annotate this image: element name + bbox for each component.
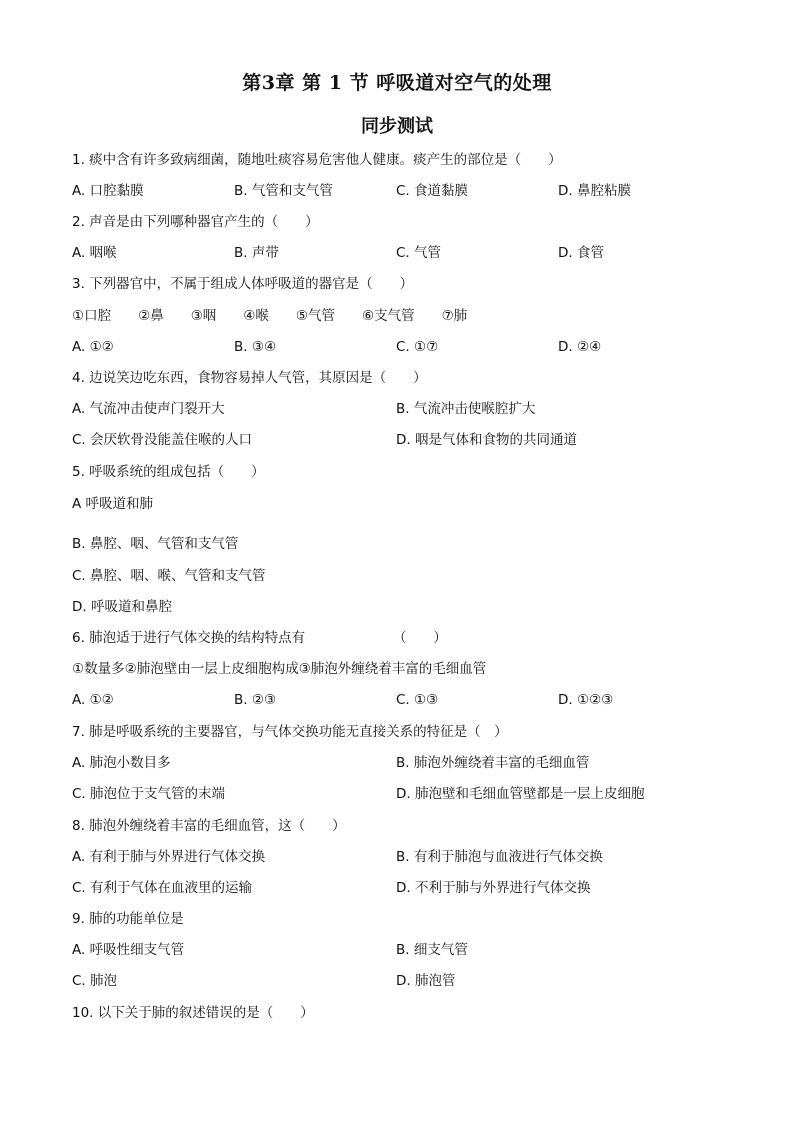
- question-8-option-a[interactable]: A. 有利于肺与外界进行气体交换: [72, 849, 266, 865]
- question-3-stem: 3. 下列器官中，不属于组成人体呼吸道的器官是（ ）: [72, 276, 414, 292]
- question-9-option-c[interactable]: C. 肺泡: [72, 973, 118, 989]
- question-2-option-c[interactable]: C. 气管: [396, 245, 442, 261]
- question-6-option-c[interactable]: C. ①③: [396, 692, 439, 708]
- question-5-option-c[interactable]: C. 鼻腔、咽、喉、气管和支气管: [72, 568, 266, 584]
- question-4-stem: 4. 边说笑边吃东西，食物容易掉人气管，其原因是（ ）: [72, 370, 427, 386]
- question-7-stem: 7. 肺是呼吸系统的主要器官，与气体交换功能无直接关系的特征是（ ）: [72, 724, 508, 740]
- question-1-option-c[interactable]: C. 食道黏膜: [396, 183, 469, 199]
- question-4-option-b[interactable]: B. 气流冲击使喉腔扩大: [396, 401, 536, 417]
- question-10-stem: 10. 以下关于肺的叙述错误的是（ ）: [72, 1005, 314, 1021]
- question-7-option-c[interactable]: C. 肺泡位于支气管的末端: [72, 786, 226, 802]
- question-5-option-b[interactable]: B. 鼻腔、咽、气管和支气管: [72, 536, 239, 552]
- question-6-list: ①数量多②肺泡壁由一层上皮细胞构成③肺泡外缠绕着丰富的毛细血管: [72, 661, 487, 677]
- question-7-option-b[interactable]: B. 肺泡外缠绕着丰富的毛细血管: [396, 755, 590, 771]
- question-2-option-d[interactable]: D. 食管: [558, 245, 604, 261]
- question-4-option-a[interactable]: A. 气流冲击使声门裂开大: [72, 401, 225, 417]
- question-5-option-a[interactable]: A 呼吸道和肺: [72, 496, 154, 512]
- question-4-option-c[interactable]: C. 会厌软骨没能盖住喉的人口: [72, 432, 253, 448]
- question-7-option-a[interactable]: A. 肺泡小数目多: [72, 755, 171, 771]
- question-6-option-b[interactable]: B. ②③: [234, 692, 277, 708]
- question-1-option-b[interactable]: B. 气管和支气管: [234, 183, 333, 199]
- question-6-option-d[interactable]: D. ①②③: [558, 692, 614, 708]
- question-8-option-b[interactable]: B. 有利于肺泡与血液进行气体交换: [396, 849, 603, 865]
- question-1-option-d[interactable]: D. 鼻腔粘膜: [558, 183, 631, 199]
- question-5-stem: 5. 呼吸系统的组成包括（ ）: [72, 464, 265, 480]
- chapter-title: 第3章 第 1 节 呼吸道对空气的处理: [242, 72, 552, 94]
- subtitle: 同步测试: [361, 116, 433, 137]
- question-6-option-a[interactable]: A. ①②: [72, 692, 114, 708]
- question-3-option-a[interactable]: A. ①②: [72, 339, 114, 355]
- question-9-option-d[interactable]: D. 肺泡管: [396, 973, 456, 989]
- question-2-option-a[interactable]: A. 咽喉: [72, 245, 117, 261]
- question-8-stem: 8. 肺泡外缠绕着丰富的毛细血管，这（ ）: [72, 818, 346, 834]
- question-1-stem: 1. 痰中含有许多致病细菌，随地吐痰容易危害他人健康。痰产生的部位是（ ）: [72, 152, 562, 168]
- question-8-option-c[interactable]: C. 有利于气体在血液里的运输: [72, 880, 253, 896]
- question-2-option-b[interactable]: B. 声带: [234, 245, 279, 261]
- question-2-stem: 2. 声音是由下列哪种器官产生的（ ）: [72, 214, 319, 230]
- question-8-option-d[interactable]: D. 不利于肺与外界进行气体交换: [396, 880, 591, 896]
- question-3-option-c[interactable]: C. ①⑦: [396, 339, 439, 355]
- question-5-option-d[interactable]: D. 呼吸道和鼻腔: [72, 599, 172, 615]
- question-3-list: ①口腔 ②鼻 ③咽 ④喉 ⑤气管 ⑥支气管 ⑦肺: [72, 308, 468, 324]
- question-6-stem: 6. 肺泡适于进行气体交换的结构特点有 （ ）: [72, 630, 447, 646]
- question-4-option-d[interactable]: D. 咽是气体和食物的共同通道: [396, 432, 577, 448]
- question-3-option-b[interactable]: B. ③④: [234, 339, 277, 355]
- question-9-stem: 9. 肺的功能单位是: [72, 911, 184, 927]
- question-9-option-b[interactable]: B. 细支气管: [396, 942, 468, 958]
- question-7-option-d[interactable]: D. 肺泡壁和毛细血管壁都是一层上皮细胞: [396, 786, 645, 802]
- question-9-option-a[interactable]: A. 呼吸性细支气管: [72, 942, 185, 958]
- question-3-option-d[interactable]: D. ②④: [558, 339, 602, 355]
- question-1-option-a[interactable]: A. 口腔黏膜: [72, 183, 144, 199]
